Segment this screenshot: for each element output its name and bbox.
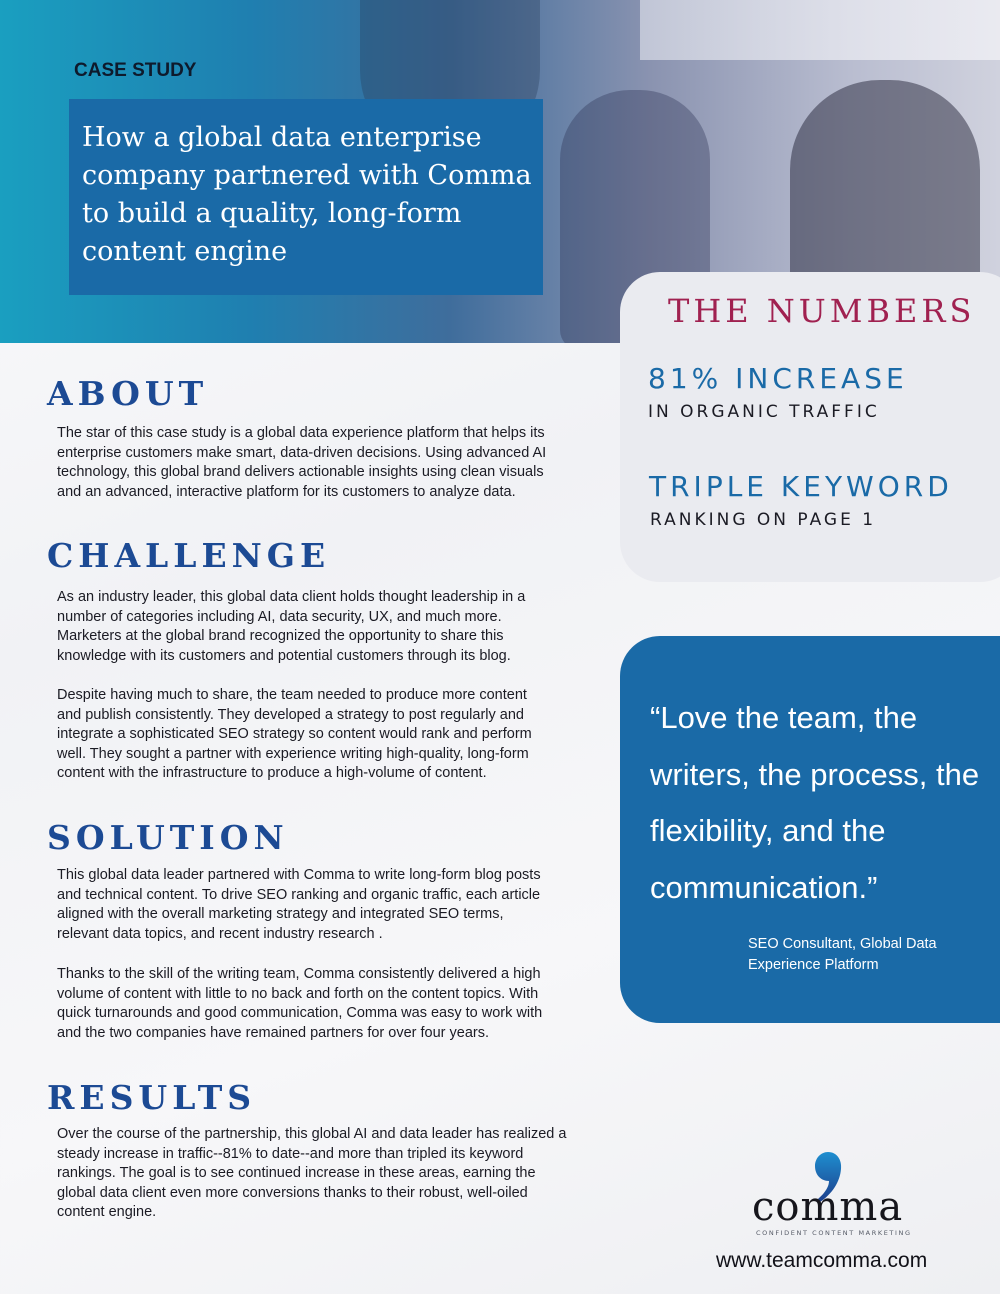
results-body: Over the course of the partnership, this global AI and data leader has realized a steady increase in traffic--81% to date--and more than tripled its keyword rankings. The goal is to see continued increase in these areas, earning the global data client even more conversions thanks to their robust, well-oiled content engine. — [57, 1126, 567, 1221]
about-title: ABOUT — [47, 374, 209, 413]
about-body: The star of this case study is a global data experience platform that helps its enterprise customers make smart, data-driven decisions. Using advanced AI technology, this global brand delivers actionable insights using clean visuals and an advanced, interactive platform for its customers to analyze data. — [57, 425, 547, 500]
case-study-label: CASE STUDY — [74, 60, 197, 81]
stat-traffic-caption: IN ORGANIC TRAFFIC — [648, 402, 880, 422]
solution-paragraph-2: Thanks to the skill of the writing team, Comma consistently delivered a high volume of content with little to no back and forth on the content topics. With quick turnarounds and good communication, Comma was easy to work with and the two companies have remained partners for over four years. — [57, 966, 543, 1041]
challenge-paragraph-1: As an industry leader, this global data client holds thought leadership in a number of categories including AI, data security, UX, and much more. Marketers at the global brand recognized the opportunity to share this knowledge with its customers and potential customers through its blog. — [57, 589, 526, 664]
challenge-paragraph-2: Despite having much to share, the team needed to produce more content and publish consistently. They developed a strategy to post regularly and integrate a sophisticated SEO strategy so content would rank and perform well. They sought a partner with experience writing high-quality, long-form content with the infrastructure to produce a high-volume of content. — [57, 687, 532, 782]
comma-logo-wordmark: comma — [752, 1184, 904, 1230]
website-link[interactable]: www.teamcomma.com — [716, 1249, 928, 1272]
headline-box — [69, 99, 543, 295]
results-title: RESULTS — [47, 1078, 257, 1117]
stat-keyword-value: TRIPLE KEYWORD — [649, 470, 953, 503]
hero-ceiling-beam — [640, 0, 1000, 60]
solution-title: SOLUTION — [47, 818, 289, 857]
testimonial-quote: “Love the team, the writers, the process, the flexibility, and the communication.” — [650, 700, 980, 905]
page-headline: How a global data enterprise company partnered with Comma to build a quality, long-form content engine — [82, 122, 532, 267]
solution-paragraph-1: This global data leader partnered with Comma to write long-form blog posts and technical content. To drive SEO ranking and organic traffic, each article aligned with the overall marketing strategy and integrated SEO terms, relevant data topics, and recent industry research . — [57, 867, 541, 942]
challenge-title: CHALLENGE — [47, 536, 331, 575]
testimonial-attribution: SEO Consultant, Global Data Experience Platform — [748, 936, 937, 973]
stat-keyword-caption: RANKING ON PAGE 1 — [650, 510, 877, 530]
numbers-title: THE NUMBERS — [668, 292, 976, 330]
comma-logo-tagline: CONFIDENT CONTENT MARKETING — [756, 1229, 912, 1237]
stat-traffic-value: 81% INCREASE — [648, 362, 908, 395]
